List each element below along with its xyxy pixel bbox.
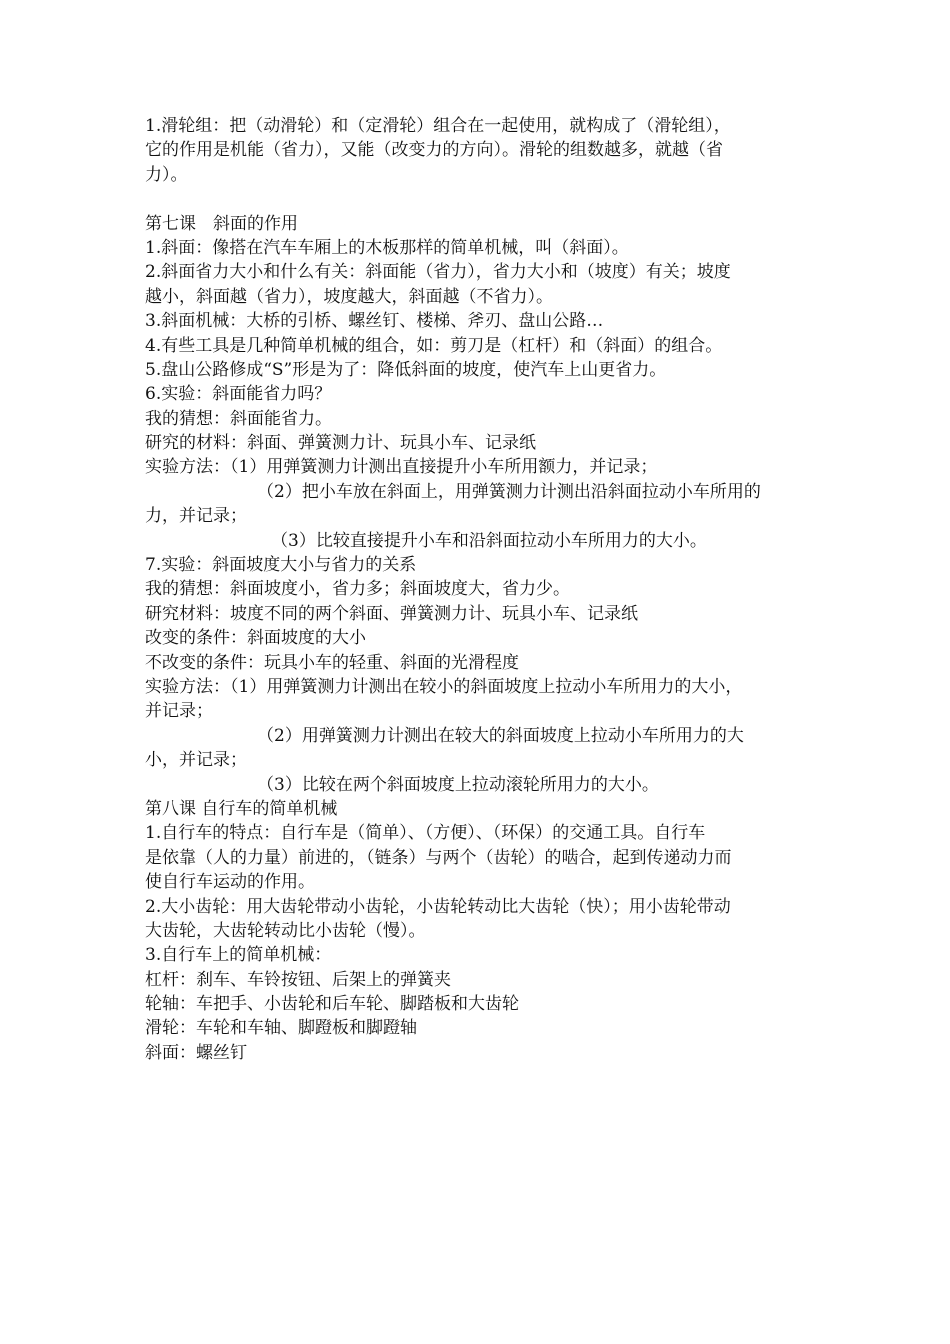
text-line: 它的作用是机能（省力），又能（改变力的方向）。滑轮的组数越多，就越（省	[145, 140, 723, 161]
text-line: 3.自行车上的简单机械：	[145, 945, 332, 966]
text-line: 我的猜想：斜面能省力。	[145, 408, 332, 429]
text-line: 实验方法：（1）用弹簧测力计测出在较小的斜面坡度上拉动小车所用力的大小，	[145, 676, 743, 697]
text-line: 5.盘山公路修成“S”形是为了：降低斜面的坡度，使汽车上山更省力。	[145, 359, 667, 380]
text-line: 3.斜面机械：大桥的引桥、螺丝钉、楼梯、斧刃、盘山公路…	[145, 311, 604, 332]
text-line: 4.有些工具是几种简单机械的组合，如：剪刀是（杠杆）和（斜面）的组合。	[145, 335, 723, 356]
text-line: 轮轴：车把手、小齿轮和后车轮、脚踏板和大齿轮	[145, 994, 519, 1015]
text-line-indented: （3）比较直接提升小车和沿斜面拉动小车所用力的大小。	[271, 530, 707, 551]
text-line: 2.斜面省力大小和什么有关：斜面能（省力），省力大小和（坡度）有关；坡度	[145, 262, 731, 283]
text-line: 我的猜想：斜面坡度小，省力多；斜面坡度大，省力少。	[145, 579, 570, 600]
text-line-indented: （2）用弹簧测力计测出在较大的斜面坡度上拉动小车所用力的大	[257, 725, 744, 746]
text-line: 6.实验：斜面能省力吗？	[145, 384, 332, 405]
text-line: 实验方法：（1）用弹簧测力计测出直接提升小车所用额力，并记录；	[145, 457, 658, 478]
text-line: 7.实验：斜面坡度大小与省力的关系	[145, 555, 417, 576]
text-line: 斜面：螺丝钉	[145, 1042, 247, 1063]
blank-line	[145, 187, 810, 211]
text-line: 越小，斜面越（省力），坡度越大，斜面越（不省力）。	[145, 286, 553, 307]
text-line: 力，并记录；	[145, 506, 247, 527]
text-line: 不改变的条件：玩具小车的轻重、斜面的光滑程度	[145, 652, 519, 673]
text-line: 研究的材料：斜面、弹簧测力计、玩具小车、记录纸	[145, 433, 536, 454]
document-body	[145, 114, 810, 1065]
text-line: 滑轮：车轮和车轴、脚蹬板和脚蹬轴	[145, 1018, 417, 1039]
text-line: 1.滑轮组：把（动滑轮）和（定滑轮）组合在一起使用，就构成了（滑轮组），	[145, 116, 731, 136]
text-line: 力）。	[145, 164, 188, 185]
text-line: 2.大小齿轮：用大齿轮带动小齿轮，小齿轮转动比大齿轮（快）；用小齿轮带动	[145, 896, 731, 917]
text-line: 大齿轮，大齿轮转动比小齿轮（慢）。	[145, 920, 426, 941]
text-line: 1.斜面：像搭在汽车车厢上的木板那样的简单机械，叫（斜面）。	[145, 237, 629, 258]
text-line: 使自行车运动的作用。	[145, 872, 315, 893]
text-line: 研究材料：坡度不同的两个斜面、弹簧测力计、玩具小车、记录纸	[145, 603, 638, 624]
lesson-heading: 第八课 自行车的简单机械	[145, 798, 338, 819]
text-line: 并记录；	[145, 701, 213, 722]
text-line-indented: （3）比较在两个斜面坡度上拉动滚轮所用力的大小。	[257, 774, 659, 795]
text-line: 1.自行车的特点：自行车是（简单）、（方便）、（环保）的交通工具。自行车	[145, 823, 706, 844]
text-line-indented: （2）把小车放在斜面上，用弹簧测力计测出沿斜面拉动小车所用的	[257, 481, 761, 502]
lesson-heading: 第七课 斜面的作用	[145, 213, 298, 234]
text-line: 小，并记录；	[145, 750, 247, 771]
text-line: 是依靠（人的力量）前进的，（链条）与两个（齿轮）的啮合，起到传递动力而	[145, 847, 732, 868]
text-line: 改变的条件：斜面坡度的大小	[145, 628, 366, 649]
text-line: 杠杆：刹车、车铃按钮、后架上的弹簧夹	[145, 969, 451, 990]
